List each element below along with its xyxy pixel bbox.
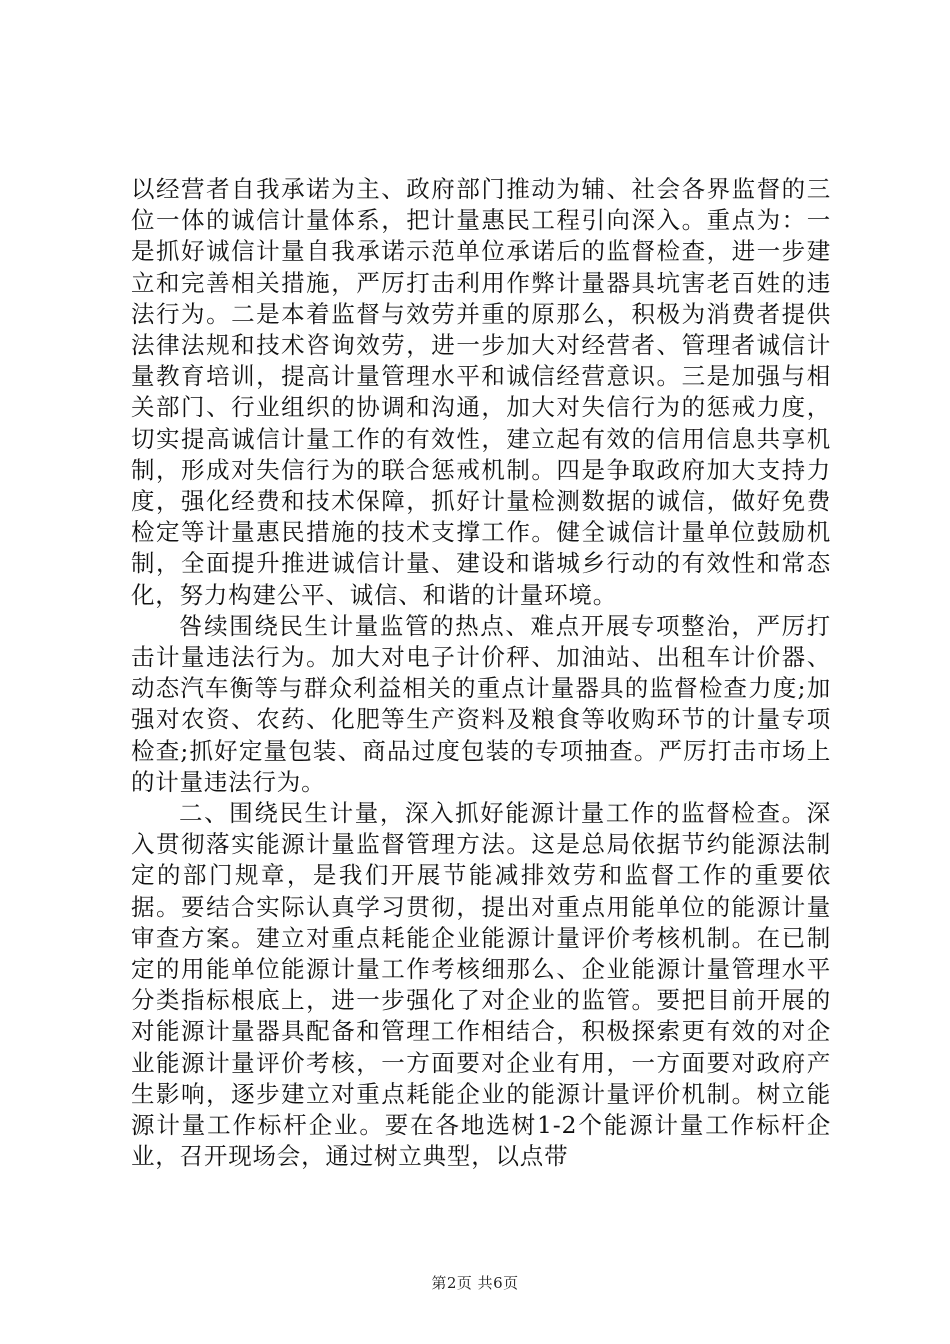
- paragraph-2: 咎续围绕民生计量监管的热点、难点开展专项整治，严厉打击计量违法行为。加大对电子计价秤、加油站、出租车计价器、动态汽车衡等与群众利益相关的重点计量器具的监督检查力度;加强对农资、农药、化肥等生产资料及粮食等收购环节的计量专项检查;抓好定量包装、商品过度包装的专项抽查。严厉打击市场上的计量违法行为。: [131, 611, 831, 796]
- paragraph-3: 二、围绕民生计量，深入抓好能源计量工作的监督检查。深入贯彻落实能源计量监督管理方法。这是总局依据节约能源法制定的部门规章，是我们开展节能减排效劳和监督工作的重要依据。要结合实际认真学习贯彻，提出对重点用能单位的能源计量审查方案。建立对重点耗能企业能源计量评价考核机制。在已制定的用能单位能源计量工作考核细那么、企业能源计量管理水平分类指标根底上，进一步强化了对企业的监管。要把目前开展的对能源计量器具配备和管理工作相结合，积极探索更有效的对企业能源计量评价考核，一方面要对企业有用，一方面要对政府产生影响，逐步建立对重点耗能企业的能源计量评价机制。树立能源计量工作标杆企业。要在各地选树1-2个能源计量工作标杆企业，召开现场会，通过树立典型，以点带: [131, 799, 831, 1171]
- paragraph-1: 以经营者自我承诺为主、政府部门推动为辅、社会各界监督的三位一体的诚信计量体系，把计量惠民工程引向深入。重点为：一是抓好诚信计量自我承诺示范单位承诺后的监督检查，进一步建立和完善相关措施，严厉打击利用作弊计量器具坑害老百姓的违法行为。二是本着监督与效劳并重的原那么，积极为消费者提供法律法规和技术咨询效劳，进一步加大对经营者、管理者诚信计量教育培训，提高计量管理水平和诚信经营意识。三是加强与相关部门、行业组织的协调和沟通，加大对失信行为的惩戒力度，切实提高诚信计量工作的有效性，建立起有效的信用信息共享机制，形成对失信行为的联合惩戒机制。四是争取政府加大支持力度，强化经费和技术保障，抓好计量检测数据的诚信，做好免费检定等计量惠民措施的技术支撑工作。健全诚信计量单位鼓励机制，全面提升推进诚信计量、建设和谐城乡行动的有效性和常态化，努力构建公平、诚信、和谐的计量环境。: [131, 175, 831, 609]
- page-footer: 第2页 共6页: [431, 1274, 519, 1292]
- document-body: [131, 174, 831, 1173]
